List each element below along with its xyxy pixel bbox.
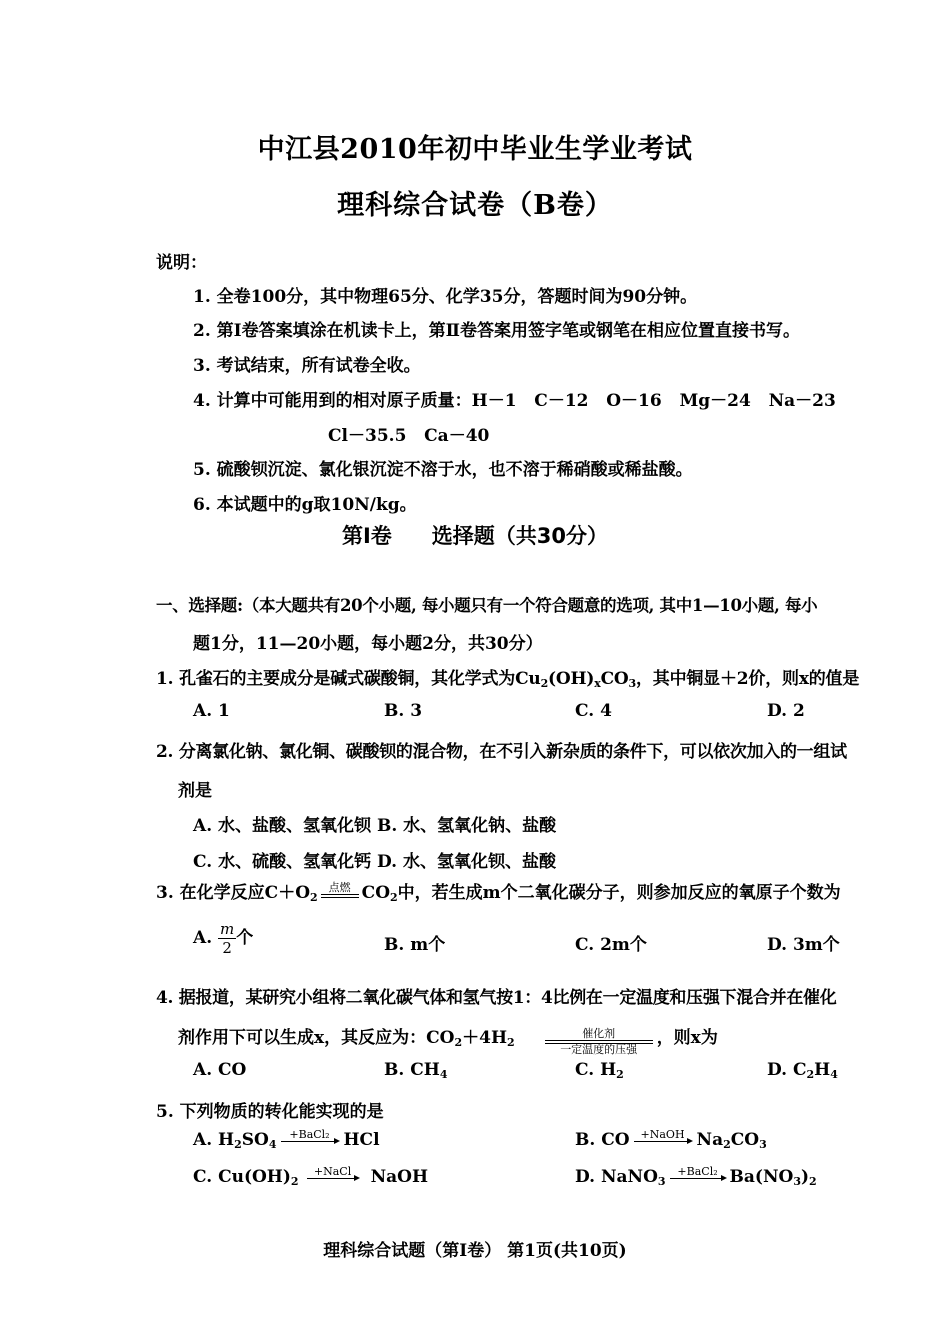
question-4-option-b: B. $CH_4$ bbox=[384, 1060, 448, 1081]
note-item: 6. 本试题中的g取10N/kg。 bbox=[193, 495, 417, 515]
question-5-option-d: D. NaNO$_3$ +BaCl₂ $Ba(NO_3)_2$ bbox=[575, 1165, 817, 1188]
exam-subtitle: 理科综合试卷（B卷） bbox=[337, 190, 613, 221]
fraction: $\frac{m}{2}$ bbox=[220, 920, 235, 957]
question-2-stem-continued: 剂是 bbox=[178, 781, 212, 801]
question-5-option-c: C. $Cu(OH)_2$ +NaCl NaOH bbox=[193, 1165, 429, 1188]
reaction-condition: 催化剂 一定温度的压强 bbox=[545, 1028, 653, 1056]
question-4-stem-continued: 剂作用下可以生成x，其反应为：$CO_2+4H_2$ 催化剂 一定温度的压强 ，则x为 bbox=[178, 1026, 718, 1056]
note-item: 5. 硫酸钡沉淀、氯化银沉淀不溶于水，也不溶于稀硝酸或稀盐酸。 bbox=[193, 460, 693, 480]
question-2-stem: 2. 分离氯化钠、氯化铜、碳酸钡的混合物，在不引入新杂质的条件下，可以依次加入的一组试 bbox=[156, 742, 847, 762]
question-4-stem: 4. 据报道，某研究小组将二氧化碳气体和氢气按1：4比例在一定温度和压强下混合并在催化 bbox=[156, 988, 837, 1008]
question-1-option-b: B. 3 bbox=[384, 701, 423, 721]
question-2-options-ab: A. 水、盐酸、氢氧化钡 B. 水、氢氧化钠、盐酸 bbox=[193, 816, 557, 836]
question-1-option-a: A. 1 bbox=[193, 701, 230, 721]
reaction-arrow: +NaOH bbox=[634, 1129, 692, 1142]
reaction-arrow: +BaCl₂ bbox=[281, 1129, 339, 1142]
note-item: 2. 第Ⅰ卷答案填涂在机读卡上，第Ⅱ卷答案用签字笔或钢笔在相应位置直接书写。 bbox=[193, 321, 800, 341]
note-item: 1. 全卷100分，其中物理65分、化学35分，答题时间为90分钟。 bbox=[193, 287, 698, 307]
part-heading: 一、选择题:（本大题共有20个小题, 每小题只有一个符合题意的选项, 其中1—10小题, 每小 bbox=[156, 596, 818, 615]
question-5-option-a: A. $H_2SO_4$ +BaCl₂ HCl bbox=[193, 1128, 380, 1151]
note-item: 3. 考试结束，所有试卷全收。 bbox=[193, 356, 421, 376]
section-name: 选择题（共30分） bbox=[431, 524, 609, 548]
note-item-continued: Cl－35.5 Ca－40 bbox=[328, 426, 490, 446]
question-1-stem: 1. 孔雀石的主要成分是碱式碳酸铜，其化学式为$Cu_2(OH)_xCO_3$，其中铜显＋2价，则x的值是 bbox=[156, 669, 860, 690]
note-item: 4. 计算中可能用到的相对原子质量：H－1 C－12 O－16 Mg－24 Na－23 bbox=[193, 391, 836, 411]
question-3-option-a: A. $\frac{m}{2}$ 个 bbox=[193, 920, 254, 957]
page-footer: 理科综合试题（第Ⅰ卷） 第1页(共10页) bbox=[323, 1241, 627, 1261]
section-heading bbox=[0, 520, 950, 550]
reaction-arrow: +BaCl₂ bbox=[670, 1166, 726, 1179]
question-1-option-c: C. 4 bbox=[575, 701, 612, 721]
reaction-arrow: +NaCl bbox=[307, 1166, 359, 1179]
question-4-option-d: D. $C_2H_4$ bbox=[767, 1060, 838, 1081]
question-5-stem: 5. 下列物质的转化能实现的是 bbox=[156, 1102, 384, 1122]
question-3-stem: 3. 在化学反应$C+O_2$ 点燃 $CO_2$中，若生成m个二氧化碳分子，则参加反应的氧原子个数为 bbox=[156, 880, 841, 904]
section-part: 第Ⅰ卷 bbox=[341, 524, 392, 548]
exam-title: 中江县2010年初中毕业生学业考试 bbox=[257, 134, 693, 165]
question-5-option-b: B. CO +NaOH $Na_2CO_3$ bbox=[575, 1128, 767, 1151]
question-3-option-d: D. 3m个 bbox=[767, 935, 840, 955]
question-4-option-c: C. $H_2$ bbox=[575, 1060, 624, 1081]
reaction-condition: 点燃 bbox=[321, 882, 359, 898]
question-4-option-a: A. CO bbox=[193, 1060, 247, 1080]
question-3-option-c: C. 2m个 bbox=[575, 935, 647, 955]
question-1-option-d: D. 2 bbox=[767, 701, 805, 721]
part-heading-continued: 题1分，11—20小题，每小题2分，共30分） bbox=[193, 634, 543, 654]
question-3-option-b: B. m个 bbox=[384, 935, 446, 955]
question-2-options-cd: C. 水、硫酸、氢氧化钙 D. 水、氢氧化钡、盐酸 bbox=[193, 852, 556, 872]
notes-heading: 说明： bbox=[156, 253, 207, 273]
